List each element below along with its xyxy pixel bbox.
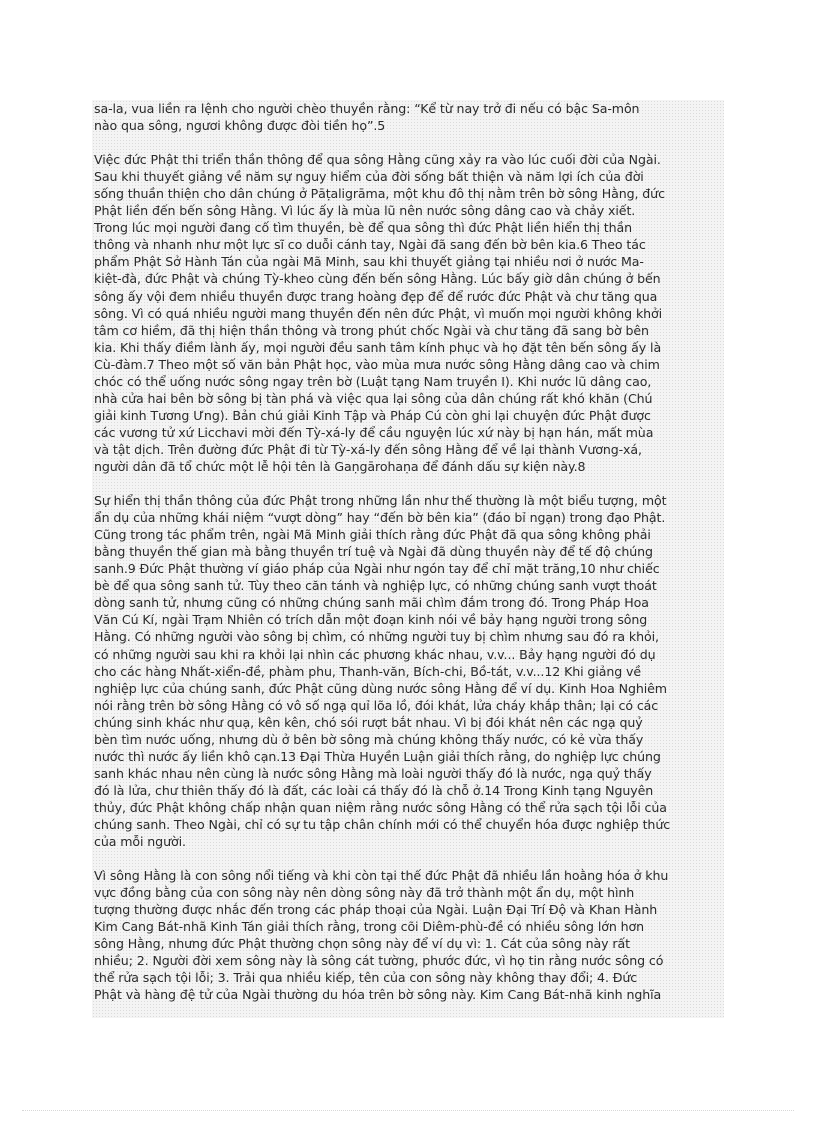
text-line: sông. Vì có quá nhiều người mang thuyền đến nên đức Phật, vì muốn mọi người không khởi [94, 305, 663, 321]
text-line: sanh.9 Đức Phật thường ví giáo pháp của Ngài như ngón tay để chỉ mặt trăng,10 như chiếc [94, 561, 660, 577]
paragraph-3 [94, 492, 726, 850]
text-line: kiệt-đà, đức Phật và chúng Tỳ-kheo cùng đến bến sông Hằng. Lúc bấy giờ dân chúng ở bến [94, 271, 661, 287]
text-line: thủy, đức Phật không chấp nhận quan niệm rằng nước sông Hằng có thể rửa sạch tội lỗi của [94, 799, 667, 815]
text-line: Việc đức Phật thi triển thần thông để qua sông Hằng cũng xảy ra vào lúc cuối đời của Ngài. [94, 152, 661, 168]
text-line: chóc có thể uống nước sông ngay trên bờ (Luật tạng Nam truyền I). Khi nước lũ dâng cao, [94, 373, 652, 389]
text-line: sông ấy vội đem nhiều thuyền được trang hoàng đẹp để để rước đức Phật và chư tăng qua [94, 288, 658, 304]
text-line: Hằng. Có những người vào sông bị chìm, có những người tuy bị chìm nhưng sau đó ra khỏi, [94, 629, 659, 645]
text-line: bèn tìm nước uống, nhưng dù ở bên bờ sông mà chúng không thấy nước, có kẻ vừa thấy [94, 731, 644, 747]
text-line: sống thuần thiện cho dân chúng ở Pāṭaligrāma, một khu đô thị nằm trên bờ sông Hằng, đức [94, 186, 665, 202]
text-line: thông và nhanh như một lực sĩ co duỗi cánh tay, Ngài đã sang đến bờ bên kia.6 Theo tác [94, 237, 646, 253]
text-line: Trong lúc mọi người đang cố tìm thuyền, bè để qua sông thì đức Phật liền hiển thị thần [94, 220, 632, 236]
text-line: chúng sinh khác như quạ, kên kên, chó sói rượt bắt nhau. Vì bị đói khát nên các ngạ quỷ [94, 714, 643, 730]
text-line: nước thì nước ấy liền khô cạn.13 Đại Thừa Huyền Luận giải thích rằng, do nghiệp lực chúng [94, 748, 661, 764]
text-line: tượng thường được nhắc đến trong các pháp thoại của Ngài. Luận Đại Trí Độ và Khan Hành [94, 902, 658, 918]
text-line: Cù-đàm.7 Theo một số văn bản Phật học, vào mùa mưa nước sông Hằng dâng cao và chim [94, 356, 660, 372]
text-line: phẩm Phật Sở Hành Tán của ngài Mã Minh, sau khi thuyết giảng tại nhiều nơi ở nước Ma- [94, 254, 644, 270]
paragraph-2 [94, 151, 726, 475]
text-line: sa-la, vua liền ra lệnh cho người chèo thuyền rằng: “Kể từ nay trở đi nếu có bậc Sa-môn [94, 101, 640, 116]
text-line: nào qua sông, ngươi không được đòi tiền họ”.5 [94, 118, 386, 134]
text-line: Sự hiển thị thần thông của đức Phật trong những lần như thế thường là một biểu tượng, một [94, 493, 667, 509]
text-line: ẩn dụ của những khái niệm “vượt dòng” hay “đến bờ bên kia” (đáo bỉ ngạn) trong đạo Phật. [94, 510, 666, 526]
text-line: sông Hằng, nhưng đức Phật thường chọn sông này để ví dụ vì: 1. Cát của sông này rất [94, 936, 630, 952]
text-line: Phật liền đến bến sông Hằng. Vì lúc ấy là mùa lũ nên nước sông dâng cao và chảy xiết. [94, 203, 636, 219]
text-line: nói rằng trên bờ sông Hằng có vô số ngạ quỉ lõa lồ, đói khát, lửa cháy khắp thân; lại có các [94, 697, 659, 713]
text-line: có những người sau khi ra khỏi lại nhìn các phương khác nhau, v.v... Bảy hạng người đó dụ [94, 646, 656, 662]
text-line: bè để qua sông sanh tử. Tùy theo căn tánh và nghiệp lực, có những chúng sanh vượt thoát [94, 578, 657, 594]
text-line: nghiệp lực của chúng sanh, đức Phật cũng dùng nước sông Hằng để ví dụ. Kinh Hoa Nghiêm [94, 680, 667, 696]
text-line: Văn Cú Kí, ngài Trạm Nhiên có trích dẫn một đoạn kinh nói về bảy hạng người trong sông [94, 612, 648, 628]
paragraph-spacer [94, 475, 726, 492]
paragraph-4 [94, 867, 726, 1003]
text-line: Cũng trong tác phẩm trên, ngài Mã Minh giải thích rằng đức Phật đã qua sông không phải [94, 527, 651, 543]
text-line: vực đồng bằng của con sông này nên dòng sông này đã trở thành một ẩn dụ, một hình [94, 885, 635, 901]
paragraph-spacer [94, 850, 726, 867]
text-line: chúng sanh. Theo Ngài, chỉ có sự tu tập chân chính mới có thể chuyển hóa được nghiệp thức [94, 816, 671, 832]
text-line: và tật dịch. Trên đường đức Phật đi từ Tỳ-xá-ly đến sông Hằng để về lại thành Vương-xá, [94, 441, 642, 457]
document-body [94, 100, 726, 1003]
text-line: Kim Cang Bát-nhã Kinh Tán giải thích rằng, trong cõi Diêm-phù-đề có nhiều sông lớn hơn [94, 919, 644, 935]
text-line: Sau khi thuyết giảng về năm sự nguy hiểm của đời sống bất thiện và năm lợi ích của đời [94, 169, 644, 185]
text-line: Phật và hàng đệ tử của Ngài thường du hóa trên bờ sông này. Kim Cang Bát-nhã kinh nghĩa [94, 987, 662, 1003]
text-line: nhà cửa hai bên bờ sông bị tàn phá và việc qua lại sông của dân chúng rất khó khăn (Chú [94, 390, 653, 406]
text-line: nhiều; 2. Người đời xem sông này là sông cát tường, phước đức, vì họ tin rằng nước sông có [94, 953, 664, 969]
text-line: của mỗi người. [94, 834, 186, 850]
text-line: đó là lửa, chư thiên thấy đó là đất, các loài cá thấy đó là chỗ ở.14 Trong Kinh tạng Nguyên [94, 782, 654, 798]
text-line: kia. Khi thấy điềm lành ấy, mọi người đều sanh tâm kính phục và họ đặt tên bến sông ấy là [94, 339, 662, 355]
paragraph-spacer [94, 134, 726, 151]
text-line: tâm cơ hiềm, đã thị hiện thần thông và trong phút chốc Ngài và chư tăng đã sang bờ bên [94, 322, 649, 338]
paragraph-1 [94, 100, 726, 134]
text-line: giải kinh Tương Ưng). Bản chú giải Kinh Tập và Pháp Cú còn ghi lại chuyện đức Phật được [94, 407, 651, 423]
text-line: Vì sông Hằng là con sông nổi tiếng và khi còn tại thế đức Phật đã nhiều lần hoằng hóa ở khu [94, 868, 669, 884]
text-line: thể rửa sạch tội lỗi; 3. Trải qua nhiều kiếp, tên của con sông này không thay đổi; 4. Đức [94, 970, 638, 986]
text-line: các vương tử xứ Licchavi mời đến Tỳ-xá-ly để cầu nguyện lúc xứ này bị hạn hán, mất mùa [94, 424, 654, 440]
text-line: người dân đã tổ chức một lễ hội tên là Gaṇgārohaṇa để đánh dấu sự kiện này.8 [94, 458, 586, 474]
text-line: bằng thuyền thế gian mà bằng thuyền trí tuệ và Ngài đã dùng thuyền này để tế độ chúng [94, 544, 653, 560]
page-bottom-divider [22, 1110, 794, 1111]
text-line: cho các hàng Nhất-xiển-đề, phàm phu, Thanh-văn, Bích-chi, Bồ-tát, v.v...12 Khi giảng về [94, 663, 641, 679]
text-line: sanh khác nhau nên cùng là nước sông Hằng mà loài người thấy đó là nước, ngạ quỷ thấy [94, 765, 652, 781]
text-line: dòng sanh tử, nhưng cũng có những chúng sanh mãi chìm đắm trong đó. Trong Pháp Hoa [94, 595, 649, 611]
